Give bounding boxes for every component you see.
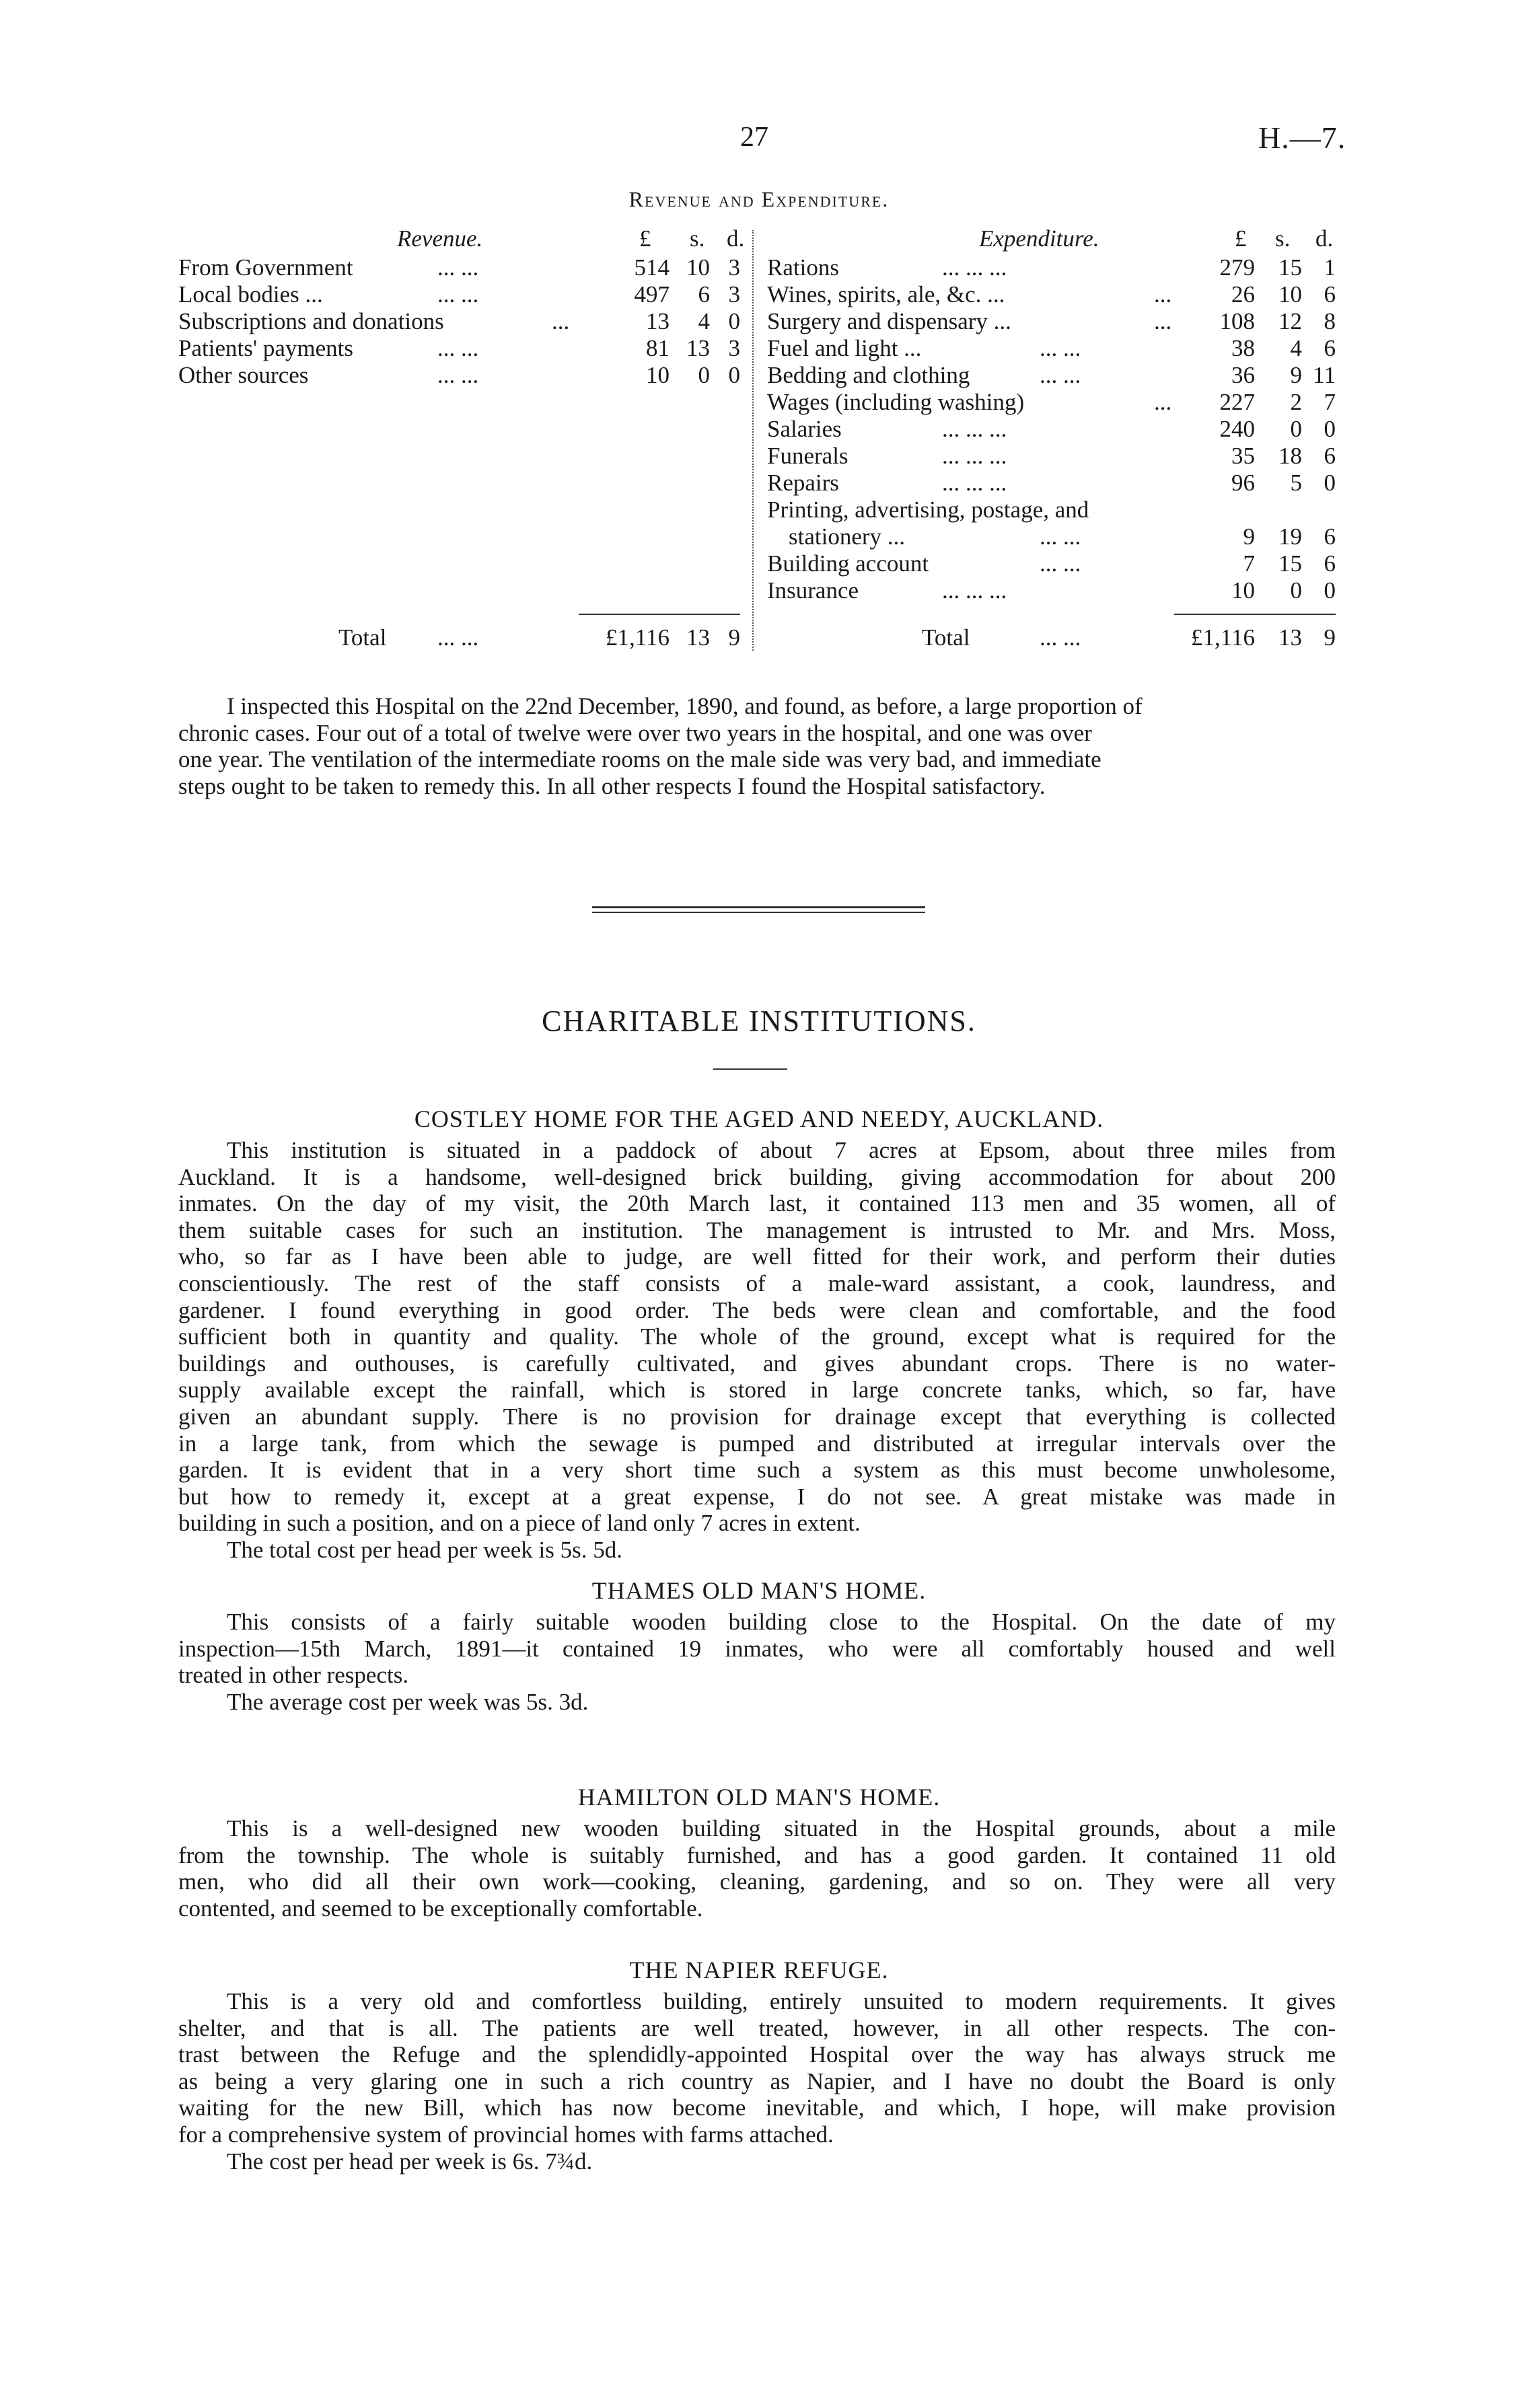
expenditure-heading: Expenditure.	[979, 225, 1099, 252]
revenue-row-shillings: 13	[686, 335, 710, 361]
revenue-row-shillings: 0	[698, 362, 710, 388]
section-heading: THAMES OLD MAN'S HOME.	[591, 1577, 927, 1604]
revenue-row-pence: 3	[728, 281, 740, 307]
expenditure-row-label: Salaries	[767, 416, 842, 442]
expenditure-row-pence: 8	[1324, 308, 1336, 334]
section-line: who, so far as I have been able to judge, are well fitted for their work, and perform their duties	[178, 1243, 1336, 1270]
section-line: as being a very glaring one in such a rich country as Napier, and I have no doubt the Board is only	[178, 2068, 1336, 2094]
revenue-total-dots: ... ...	[437, 624, 479, 651]
expenditure-row-dots: ... ... ...	[942, 254, 1007, 281]
inspection-line: steps ought to be taken to remedy this. In all other respects I found the Hospital satisfactory.	[178, 772, 1046, 799]
title-underline	[713, 1068, 787, 1070]
revenue-row-label: Subscriptions and donations	[178, 308, 444, 334]
expenditure-row-shillings: 0	[1290, 577, 1302, 604]
expenditure-shillings-heading: s.	[1275, 225, 1291, 252]
revenue-row-pence: 0	[728, 308, 740, 334]
inspection-line: chronic cases. Four out of a total of twelve were over two years in the hospital, and one was over	[178, 719, 1092, 746]
expenditure-row-pence: 6	[1324, 281, 1336, 307]
revenue-heading: Revenue.	[397, 225, 483, 252]
section-heading: HAMILTON OLD MAN'S HOME.	[577, 1784, 941, 1811]
expenditure-row-shillings: 2	[1290, 389, 1302, 415]
revenue-row-label: Patients' payments	[178, 335, 354, 361]
expenditure-row-dots: ... ...	[1040, 523, 1081, 550]
revenue-row-label: From Government	[178, 254, 353, 281]
expenditure-row-shillings: 15	[1278, 550, 1302, 577]
section-paragraph	[178, 1609, 1336, 1715]
expenditure-row-pounds: 7	[1243, 550, 1255, 577]
expenditure-row-label: Wines, spirits, ale, &c. ...	[767, 281, 1005, 307]
expenditure-row-pounds: 9	[1243, 523, 1255, 550]
expenditure-row-pounds: 108	[1219, 308, 1255, 334]
section-line: This is a well-designed new wooden building situated in the Hospital grounds, about a mile	[227, 1815, 1336, 1841]
section-line: for a comprehensive system of provincial homes with farms attached.	[178, 2121, 834, 2148]
expenditure-row-shillings: 18	[1278, 443, 1302, 469]
table-column-divider	[752, 230, 754, 651]
section-line: trast between the Refuge and the splendidly-appointed Hospital over the way has always struck me	[178, 2041, 1336, 2068]
expenditure-row-label: stationery ...	[789, 523, 906, 550]
revenue-row-dots: ... ...	[437, 362, 479, 388]
expenditure-row-pence: 6	[1324, 443, 1336, 469]
section-cost-line: The total cost per head per week is 5s. 5d.	[227, 1536, 623, 1563]
expenditure-row-pence: 0	[1324, 470, 1336, 496]
expenditure-row-label: Insurance	[767, 577, 859, 604]
expenditure-row-dots: ... ... ...	[942, 577, 1007, 604]
expenditure-row-pence: 0	[1324, 577, 1336, 604]
expenditure-row-pounds: 26	[1231, 281, 1255, 307]
section-line: building in such a position, and on a piece of land only 7 acres in extent.	[178, 1510, 861, 1537]
expenditure-row-label: Rations	[767, 254, 839, 281]
expenditure-row-shillings: 19	[1278, 523, 1302, 550]
revenue-shillings-heading: s.	[690, 225, 705, 252]
revenue-row-dots: ... ...	[437, 335, 479, 361]
expenditure-row-label: Surgery and dispensary ...	[767, 308, 1011, 334]
section-cost-line: The average cost per week was 5s. 3d.	[227, 1688, 589, 1715]
section-line: supply available except the rainfall, which is stored in large concrete tanks, which, so far, have	[178, 1377, 1336, 1403]
expenditure-row-pence: 6	[1324, 523, 1336, 550]
section-line: sufficient both in quantity and quality. The whole of the ground, except what is required for the	[178, 1323, 1336, 1350]
revenue-row-dots: ...	[552, 308, 570, 334]
expenditure-total-shillings: 13	[1278, 624, 1302, 651]
revenue-total-pounds: £1,116	[606, 624, 670, 651]
expenditure-row-dots: ... ...	[1040, 550, 1081, 577]
section-paragraph	[178, 1815, 1336, 1922]
section-line: treated in other respects.	[178, 1662, 409, 1689]
section-line: inmates. On the day of my visit, the 20th March last, it contained 113 men and 35 women, all of	[178, 1190, 1336, 1217]
section-heading: COSTLEY HOME FOR THE AGED AND NEEDY, AUCKLAND.	[414, 1105, 1104, 1132]
revenue-row-shillings: 4	[698, 308, 710, 334]
revenue-total-rule	[579, 614, 740, 615]
expenditure-row-shillings: 10	[1278, 281, 1302, 307]
expenditure-total-rule	[1174, 614, 1336, 615]
section-line: This institution is situated in a paddock of about 7 acres at Epsom, about three miles from	[227, 1137, 1336, 1163]
section-line: inspection—15th March, 1891—it contained 19 inmates, who were all comfortably housed and well	[178, 1635, 1336, 1662]
expenditure-row-pounds: 227	[1219, 389, 1255, 415]
expenditure-row-pounds: 10	[1231, 577, 1255, 604]
expenditure-row-shillings: 4	[1290, 335, 1302, 361]
expenditure-row-label: Repairs	[767, 470, 839, 496]
section-line: conscientiously. The rest of the staff consists of a male-ward assistant, a cook, laundress, and	[178, 1270, 1336, 1297]
expenditure-row-label: Printing, advertising, postage, and	[767, 497, 1089, 523]
section-line: contented, and seemed to be exceptionally comfortable.	[178, 1895, 703, 1922]
revenue-row-pounds: 81	[646, 335, 670, 361]
section-line: garden. It is evident that in a very short time such a system as this must become unwholesome,	[178, 1457, 1336, 1484]
section-line: Auckland. It is a handsome, well-designed brick building, giving accommodation for about 200	[178, 1163, 1336, 1190]
expenditure-row-dots: ...	[1154, 389, 1172, 415]
expenditure-row-label: Funerals	[767, 443, 848, 469]
revenue-row-pounds: 514	[634, 254, 670, 281]
expenditure-row-pence: 1	[1324, 254, 1336, 281]
inspection-line: I inspected this Hospital on the 22nd December, 1890, and found, as before, a large proportion of	[227, 693, 1143, 719]
revenue-row-label: Other sources	[178, 362, 309, 388]
revenue-row-pounds: 497	[634, 281, 670, 307]
expenditure-total-dots: ... ...	[1040, 624, 1081, 651]
revenue-total-pence: 9	[728, 624, 740, 651]
section-line: This consists of a fairly suitable wooden building close to the Hospital. On the date of my	[227, 1609, 1336, 1635]
expenditure-row-pence: 6	[1324, 335, 1336, 361]
expenditure-row-shillings: 15	[1278, 254, 1302, 281]
revenue-pence-heading: d.	[727, 225, 745, 252]
expenditure-row-pence: 7	[1324, 389, 1336, 415]
section-line: waiting for the new Bill, which has now become inevitable, and which, I hope, will make provision	[178, 2094, 1336, 2121]
expenditure-row-dots: ... ...	[1040, 362, 1081, 388]
revenue-row-pence: 3	[728, 254, 740, 281]
expenditure-row-label: Bedding and clothing	[767, 362, 970, 388]
expenditure-row-shillings: 0	[1290, 416, 1302, 442]
section-separator	[592, 906, 925, 913]
revenue-row-dots: ... ...	[437, 281, 479, 307]
expenditure-row-pounds: 38	[1231, 335, 1255, 361]
revenue-total-label: Total	[338, 624, 387, 651]
inspection-paragraph	[178, 693, 1336, 799]
revenue-row-label: Local bodies ...	[178, 281, 323, 307]
expenditure-row-label: Fuel and light ...	[767, 335, 922, 361]
expenditure-row-dots: ... ... ...	[942, 416, 1007, 442]
section-line: given an abundant supply. There is no provision for drainage except that everything is collected	[178, 1403, 1336, 1430]
expenditure-pounds-heading: £	[1235, 225, 1247, 252]
expenditure-row-pence: 0	[1324, 416, 1336, 442]
document-reference: H.—7.	[1258, 120, 1346, 155]
revenue-pounds-heading: £	[639, 225, 651, 252]
expenditure-row-pence: 6	[1324, 550, 1336, 577]
expenditure-total-label: Total	[922, 624, 970, 651]
section-line: from the township. The whole is suitably furnished, and has a good garden. It contained 11 old	[178, 1841, 1336, 1868]
section-line: This is a very old and comfortless building, entirely unsuited to modern requirements. It gives	[227, 1988, 1336, 2014]
expenditure-row-pounds: 240	[1219, 416, 1255, 442]
expenditure-row-shillings: 5	[1290, 470, 1302, 496]
page-number: 27	[740, 122, 768, 153]
expenditure-row-pounds: 279	[1219, 254, 1255, 281]
section-line: shelter, and that is all. The patients are well treated, however, in all other respects. The con-	[178, 2014, 1336, 2041]
expenditure-row-pounds: 96	[1231, 470, 1255, 496]
revenue-row-pounds: 13	[646, 308, 670, 334]
expenditure-row-dots: ... ...	[1040, 335, 1081, 361]
inspection-line: one year. The ventilation of the intermediate rooms on the male side was very bad, and immediate	[178, 746, 1101, 773]
revenue-row-shillings: 6	[698, 281, 710, 307]
revenue-total-shillings: 13	[686, 624, 710, 651]
section-line: men, who did all their own work—cooking, cleaning, gardening, and so on. They were all very	[178, 1868, 1336, 1895]
revenue-row-pence: 3	[728, 335, 740, 361]
section-line: but how to remedy it, except at a great expense, I do not see. A great mistake was made in	[178, 1483, 1336, 1510]
section-paragraph	[178, 1988, 1336, 2175]
section-heading: THE NAPIER REFUGE.	[629, 1957, 889, 1983]
expenditure-pence-heading: d.	[1315, 225, 1334, 252]
section-cost-line: The cost per head per week is 6s. 7¾d.	[227, 2148, 593, 2175]
expenditure-row-label: Wages (including washing)	[767, 389, 1025, 415]
section-line: them suitable cases for such an institution. The management is intrusted to Mr. and Mrs. Moss,	[178, 1216, 1336, 1243]
expenditure-total-pence: 9	[1324, 624, 1336, 651]
expenditure-row-pounds: 35	[1231, 443, 1255, 469]
revenue-row-dots: ... ...	[437, 254, 479, 281]
revenue-row-pounds: 10	[646, 362, 670, 388]
expenditure-row-dots: ...	[1154, 281, 1172, 307]
expenditure-row-dots: ... ... ...	[942, 470, 1007, 496]
expenditure-row-pounds: 36	[1231, 362, 1255, 388]
revenue-row-shillings: 10	[686, 254, 710, 281]
section-line: gardener. I found everything in good order. The beds were clean and comfortable, and the food	[178, 1297, 1336, 1323]
expenditure-row-dots: ...	[1154, 308, 1172, 334]
table-title: Revenue and Expenditure.	[628, 187, 890, 211]
expenditure-row-shillings: 9	[1290, 362, 1302, 388]
expenditure-row-shillings: 12	[1278, 308, 1302, 334]
section-line: buildings and outhouses, is carefully cultivated, and gives abundant crops. There is no water-	[178, 1350, 1336, 1377]
revenue-row-pence: 0	[728, 362, 740, 388]
expenditure-row-dots: ... ... ...	[942, 443, 1007, 469]
expenditure-total-pounds: £1,116	[1191, 624, 1255, 651]
section-paragraph	[178, 1137, 1336, 1564]
expenditure-row-label: Building account	[767, 550, 929, 577]
section-line: in a large tank, from which the sewage is pumped and distributed at irregular intervals over the	[178, 1430, 1336, 1457]
section-title: CHARITABLE INSTITUTIONS.	[542, 1005, 976, 1037]
expenditure-row-pence: 11	[1313, 362, 1336, 388]
